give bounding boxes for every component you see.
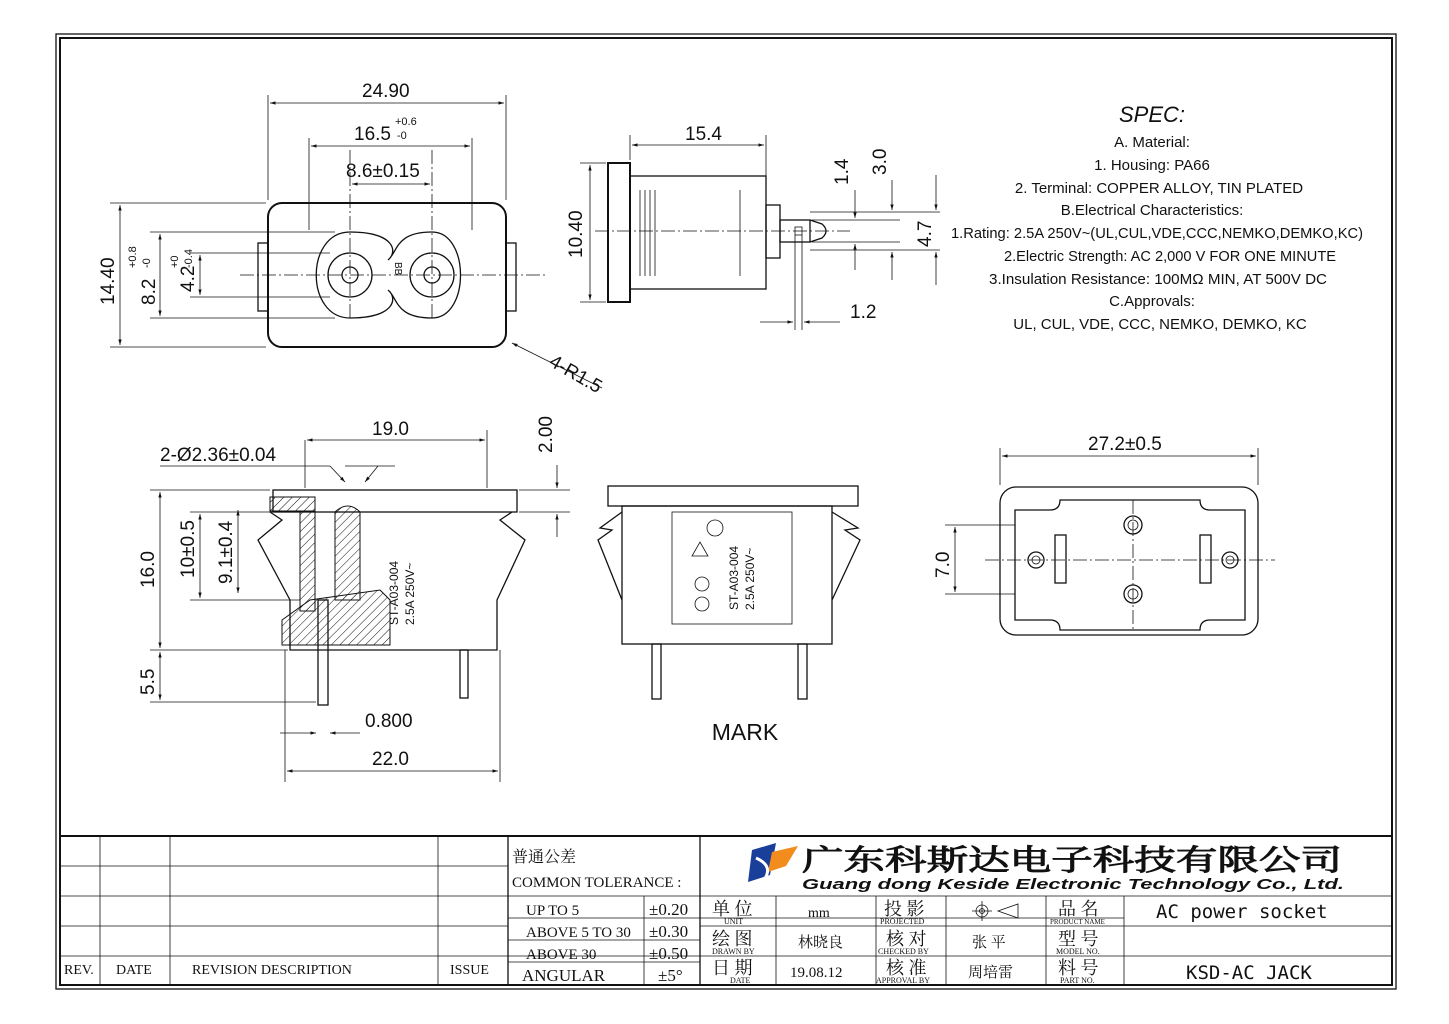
tolerance-title-en: COMMON TOLERANCE : xyxy=(512,875,682,891)
tolerance-title-cn: 普通公差 xyxy=(512,849,577,866)
checked-cn: 核 对 xyxy=(886,929,927,949)
dim-pin-span: 16.5 xyxy=(354,124,391,145)
tolerance-range-3: ANGULAR xyxy=(522,966,606,985)
company-name-en: Guang dong Keside Electronic Technology Co., Ltd. xyxy=(802,876,1344,893)
dim-section-flange: 2.00 xyxy=(536,416,557,453)
date-value: 19.08.12 xyxy=(790,965,843,981)
dim-side-height: 10.40 xyxy=(566,210,587,258)
dim-pin-dia-tol-lower: -0.4 xyxy=(183,249,195,268)
tolerance-range-1: ABOVE 5 TO 30 xyxy=(526,925,631,941)
front-label-model: ST-A03-004 xyxy=(727,545,741,610)
spec-title: SPEC: xyxy=(1118,102,1186,127)
company-name-cn: 广东科斯达电子科技有限公司 xyxy=(802,843,1342,877)
dim-inner-height-tol-lower: -0 xyxy=(141,258,153,268)
front-pin-left xyxy=(652,644,661,699)
tolerance-value-0: ±0.20 xyxy=(649,900,689,919)
side-view-flange xyxy=(608,163,630,302)
approval-en: APPROVAL BY xyxy=(876,976,931,985)
dim-inner-height: 8.2 xyxy=(139,278,160,305)
front-caption: MARK xyxy=(711,719,779,745)
top-view-right-latch xyxy=(506,243,516,311)
product-name-en: PRODUCT NAME xyxy=(1050,918,1105,926)
dim-overall-height: 14.40 xyxy=(98,257,119,305)
dim-section-base: 22.0 xyxy=(372,749,409,770)
product-name-cn: 品 名 xyxy=(1058,899,1099,919)
spec-block xyxy=(951,102,1363,333)
bottom-pin-left xyxy=(1055,535,1066,583)
dim-side-b: 3.0 xyxy=(870,148,891,175)
date-en: DATE xyxy=(730,976,751,985)
tolerance-value-2: ±0.50 xyxy=(649,944,689,963)
tolerance-value-3: ±5° xyxy=(658,966,683,985)
model-cn: 型 号 xyxy=(1058,929,1099,949)
spec-line-4: 1.Rating: 2.5A 250V~(UL,CUL,VDE,CCC,NEMKO,DEMKO,KC) xyxy=(951,225,1363,242)
spec-line-5: 2.Electric Strength: AC 2,000 V FOR ONE MINUTE xyxy=(1004,248,1336,265)
front-label-rating: 2.5A 250V~ xyxy=(743,547,757,610)
tolerance-range-0: UP TO 5 xyxy=(526,903,580,919)
dim-section-b: 9.1±0.4 xyxy=(216,520,237,584)
part-no: KSD-AC JACK xyxy=(1186,962,1312,984)
dim-side-a: 1.4 xyxy=(832,158,853,185)
dim-pin-dia-tol-upper: +0 xyxy=(169,255,181,268)
section-label-rating: 2.5A 250V~ xyxy=(403,562,417,625)
dim-pin-span-tol-upper: +0.6 xyxy=(395,116,417,128)
spec-line-6: 3.Insulation Resistance: 100MΩ MIN, AT 500V DC xyxy=(989,271,1328,288)
date-cn: 日 期 xyxy=(712,958,753,978)
projected-cn: 投 影 xyxy=(884,899,925,919)
tolerance-value-1: ±0.30 xyxy=(649,922,689,941)
checked-en: CHECKED BY xyxy=(878,947,929,956)
spec-line-0: A. Material: xyxy=(1114,134,1190,151)
dim-section-pin-thk: 0.800 xyxy=(365,711,413,732)
dim-pin-dia: 4.2 xyxy=(178,265,199,292)
projected-en: PROJECTED xyxy=(880,917,925,926)
dim-section-holes: 2-Ø2.36±0.04 xyxy=(160,445,277,466)
part-en: PART NO. xyxy=(1060,976,1095,985)
spec-line-8: UL, CUL, VDE, CCC, NEMKO, DEMKO, KC xyxy=(1013,316,1307,333)
bottom-outer xyxy=(1000,487,1258,635)
dim-side-c: 4.7 xyxy=(915,220,936,247)
date-header: DATE xyxy=(116,963,152,978)
bottom-pin-right xyxy=(1200,535,1211,583)
drawn-by: 林晓良 xyxy=(798,935,844,951)
section-view xyxy=(138,416,570,782)
dim-radius: 4-R1.5 xyxy=(545,351,606,398)
tolerance-range-2: ABOVE 30 xyxy=(526,947,597,963)
product-name: AC power socket xyxy=(1156,901,1328,923)
dim-section-pin: 5.5 xyxy=(138,668,159,695)
section-left-wall xyxy=(300,511,315,611)
dim-inner-height-tol-upper: +0.8 xyxy=(127,246,139,268)
unit-en: UNIT xyxy=(724,917,744,926)
section-label-model: ST-A03-004 xyxy=(387,560,401,625)
top-view-marking: BB xyxy=(392,262,403,276)
dim-overall-width: 24.90 xyxy=(362,81,410,102)
revision-description-header: REVISION DESCRIPTION xyxy=(192,963,352,978)
dim-pin-span-tol-lower: -0 xyxy=(397,130,407,142)
dim-section-width: 19.0 xyxy=(372,419,409,440)
cert-mark-icon xyxy=(707,520,723,536)
front-flange xyxy=(608,486,858,506)
title-block xyxy=(60,836,1392,985)
issue-header: ISSUE xyxy=(450,963,489,978)
front-pin-right xyxy=(798,644,807,699)
approval-cn: 核 准 xyxy=(886,958,927,978)
front-view xyxy=(598,486,860,745)
rev-header: REV. xyxy=(64,963,94,978)
spec-line-7: C.Approvals: xyxy=(1109,293,1195,310)
cert-triangle-icon xyxy=(692,542,708,556)
checked-by: 张 平 xyxy=(972,935,1006,951)
section-pin xyxy=(460,650,468,698)
spec-line-3: B.Electrical Characteristics: xyxy=(1060,202,1244,219)
model-en: MODEL NO. xyxy=(1056,947,1100,956)
unit-value: mm xyxy=(808,906,830,921)
cert-d-icon xyxy=(695,577,709,591)
top-view xyxy=(98,81,605,398)
spec-line-2: 2. Terminal: COPPER ALLOY, TIN PLATED xyxy=(1014,180,1304,197)
cert-n-icon xyxy=(695,597,709,611)
drawn-cn: 绘 图 xyxy=(712,929,753,949)
dim-bottom-width: 27.2±0.5 xyxy=(1088,434,1162,455)
part-cn: 料 号 xyxy=(1058,958,1099,978)
section-center-rib xyxy=(335,506,360,600)
dim-bottom-height: 7.0 xyxy=(933,551,954,578)
dim-side-length: 15.4 xyxy=(685,124,722,145)
dim-side-d: 1.2 xyxy=(850,302,877,323)
spec-line-1: 1. Housing: PA66 xyxy=(1094,157,1210,174)
dim-section-height: 16.0 xyxy=(138,551,159,588)
dim-pin-pitch: 8.6±0.15 xyxy=(346,161,420,182)
drawn-en: DRAWN BY xyxy=(712,947,755,956)
side-view xyxy=(566,124,940,330)
dim-section-a: 10±0.5 xyxy=(178,520,199,578)
side-view-body xyxy=(630,176,766,289)
bottom-view xyxy=(933,434,1275,635)
company-logo-icon xyxy=(748,843,798,882)
section-base xyxy=(282,590,390,645)
approval-by: 周培雷 xyxy=(968,965,1014,981)
unit-cn: 单 位 xyxy=(712,899,753,919)
